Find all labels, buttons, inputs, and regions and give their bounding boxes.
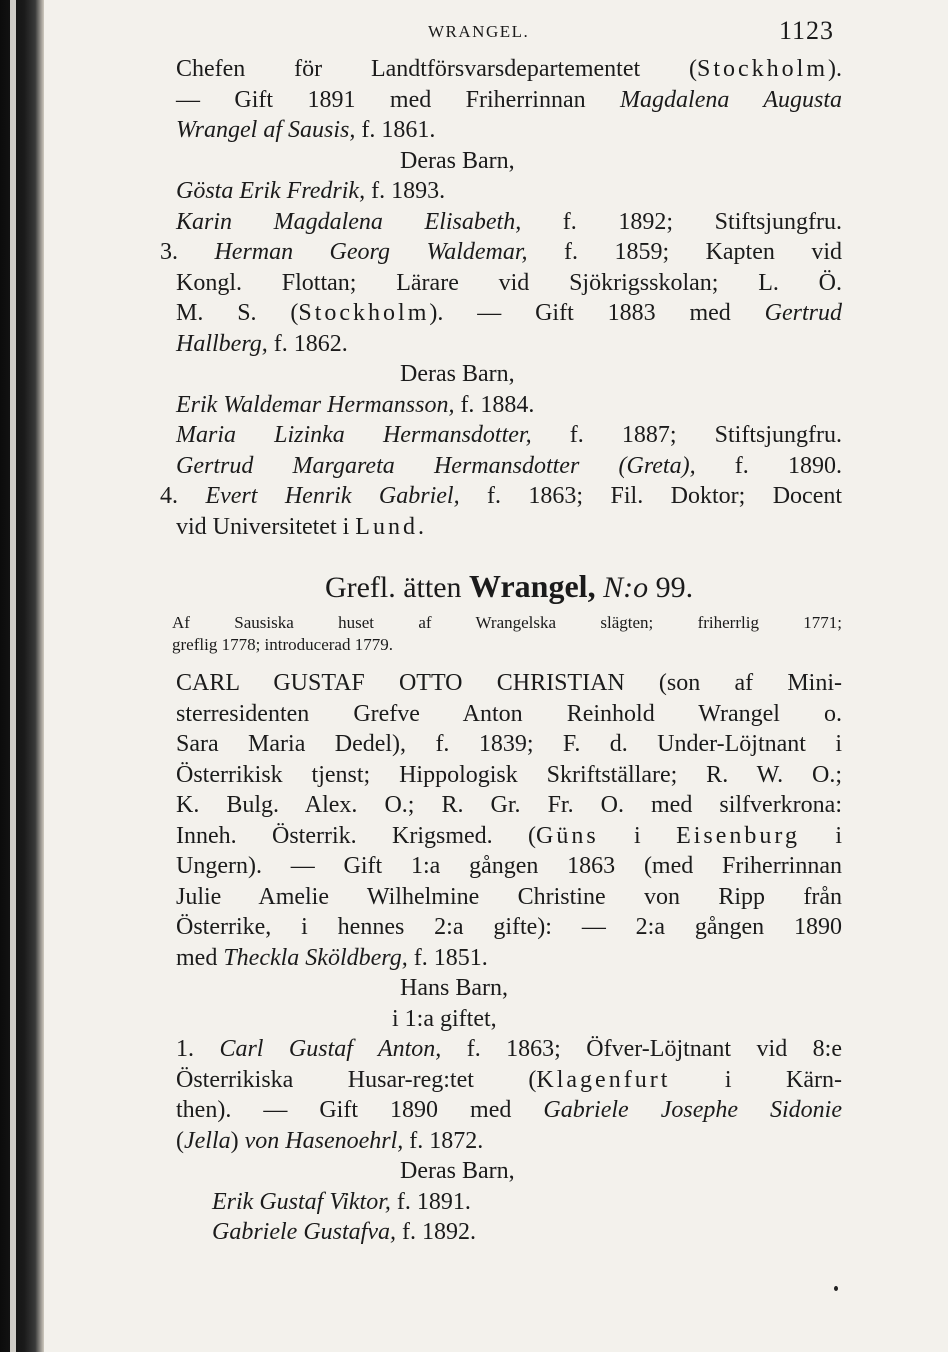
text-line — [172, 634, 842, 656]
text-line — [392, 1004, 842, 1035]
text-segment: f. 1862. — [267, 330, 348, 357]
italic-name: Gertrud Margareta Hermansdotter (Greta), — [176, 452, 696, 479]
italic-name: Gertrud — [764, 300, 842, 326]
text-segment: ( — [176, 1127, 184, 1154]
text-line — [176, 790, 842, 821]
text-line — [176, 420, 842, 451]
text-line — [400, 146, 842, 177]
text-line — [176, 668, 842, 699]
text-line — [176, 821, 842, 852]
heading-prefix: Grefl. ätten — [324, 571, 462, 604]
text-segment: i — [799, 822, 842, 849]
text-line — [160, 237, 842, 268]
text-line — [176, 760, 842, 791]
text-segment: Österrikiska Husar-reg:tet ( — [176, 1066, 537, 1093]
italic-name: Herman Georg Waldemar, — [214, 239, 528, 265]
text-segment: then). — Gift 1890 med — [176, 1097, 544, 1123]
text-segment: greflig 1778; introducerad 1779. — [172, 635, 393, 654]
text-line — [176, 85, 842, 116]
text-line — [176, 699, 842, 730]
text-line — [160, 481, 842, 512]
text-line — [176, 729, 842, 760]
italic-name: Gabriele Gustafva, — [212, 1219, 396, 1245]
text-segment: f. 1891. — [390, 1188, 471, 1215]
text-line — [176, 329, 842, 360]
italic-name: Gabriele Josephe Sidonie — [543, 1097, 842, 1123]
text-segment: Österrikisk tjenst; Hippologisk Skriftställare; R. W. O.; — [176, 761, 842, 788]
text-line — [176, 268, 842, 299]
text-line — [176, 298, 842, 329]
spaced-place-name: Stockholm — [696, 56, 828, 82]
italic-name: von Hasenoehrl, — [244, 1127, 404, 1154]
text-line — [400, 1156, 842, 1187]
text-segment: ) — [230, 1127, 245, 1154]
text-segment: f. 1851. — [407, 944, 488, 971]
text-segment: f. 1859; Kapten vid — [527, 239, 842, 265]
text-segment: f. 1893. — [365, 178, 446, 204]
italic-name: Jella — [184, 1127, 231, 1154]
text-line — [176, 882, 842, 913]
heading-number-label: N:o — [603, 571, 649, 604]
running-head: WRANGEL. — [428, 22, 530, 41]
text-segment: K. Bulg. Alex. O.; R. Gr. Fr. O. med silfverkrona: — [176, 792, 842, 818]
text-segment: 3. — [160, 239, 215, 265]
entry-block-upper — [160, 54, 843, 542]
book-spine-stripe — [10, 0, 16, 1352]
italic-name: Evert Henrik Gabriel, — [205, 483, 460, 509]
text-segment: f. 1863; Öfver-Löjtnant vid 8:e — [441, 1036, 842, 1062]
text-line — [176, 176, 842, 207]
text-line — [176, 1065, 842, 1096]
italic-name: Magdalena Augusta — [620, 86, 842, 113]
text-segment: i — [598, 822, 677, 849]
italic-name: Theckla Sköldberg, — [223, 944, 408, 971]
text-segment: Hans Barn, — [400, 975, 508, 1001]
text-segment: f. 1863; Fil. Doktor; Docent — [459, 483, 843, 509]
text-segment: Österrike, i hennes 2:a gifte): — 2:a gången 1890 — [176, 914, 842, 940]
italic-name: Hallberg, — [176, 330, 268, 357]
spaced-place-name: Klagenfurt — [536, 1066, 671, 1093]
text-segment: f. 1892; Stiftsjungfru. — [521, 208, 843, 235]
italic-name: Carl Gustaf Anton, — [219, 1036, 442, 1062]
text-line — [176, 451, 842, 482]
text-line — [400, 973, 842, 1004]
text-segment: i Kärn- — [670, 1066, 842, 1093]
text-segment: Sara Maria Dedel), f. 1839; F. d. Under-Löjtnant i — [176, 731, 842, 757]
text-line — [176, 1126, 842, 1157]
spaced-place-name: Güns — [536, 822, 599, 849]
heading-family-name: Wrangel, — [469, 568, 596, 604]
text-line — [176, 851, 842, 882]
spaced-place-name: Eisenburg — [676, 822, 800, 849]
text-segment: f. 1861. — [355, 117, 436, 143]
text-segment: 4. — [160, 483, 206, 509]
text-segment: Deras Barn, — [400, 1158, 515, 1184]
italic-name: Karin Magdalena Elisabeth, — [176, 208, 522, 235]
text-line — [176, 512, 842, 543]
text-segment: f. 1884. — [454, 391, 535, 418]
text-segment: Ungern). — Gift 1:a gången 1863 (med Friherrinnan — [176, 853, 842, 879]
text-segment: Inneh. Österrik. Krigsmed. ( — [176, 822, 537, 849]
text-segment: 1. — [176, 1036, 220, 1062]
print-speck — [834, 1286, 838, 1291]
text-line — [212, 1187, 842, 1218]
text-segment: Chefen för Landtförsvarsdepartementet ( — [176, 56, 697, 82]
page-header — [176, 14, 842, 54]
text-segment: i 1:a giftet, — [392, 1005, 497, 1032]
text-line — [400, 359, 842, 390]
text-line — [176, 390, 842, 421]
entry-block-lower — [176, 668, 842, 1248]
text-line — [176, 115, 842, 146]
section-intro — [172, 612, 842, 656]
text-line — [176, 207, 842, 238]
text-segment: ). — Gift 1883 med — [429, 300, 765, 326]
text-segment: f. 1890. — [695, 452, 843, 479]
text-segment: f. 1872. — [403, 1127, 484, 1154]
text-segment: Kongl. Flottan; Lärare vid Sjökrigsskolan; L. Ö. — [176, 269, 842, 296]
text-segment: — Gift 1891 med Friherrinnan — [176, 86, 621, 113]
spaced-place-name: Lund — [355, 513, 418, 540]
text-line — [176, 1095, 842, 1126]
text-segment: med — [176, 944, 224, 971]
text-segment: Deras Barn, — [400, 147, 515, 174]
text-segment: Julie Amelie Wilhelmine Christine von Ripp från — [176, 883, 842, 910]
text-line — [172, 612, 842, 634]
text-segment: f. 1892. — [395, 1219, 476, 1245]
text-segment: . — [417, 513, 424, 540]
italic-name: Wrangel af Sausis, — [176, 117, 356, 143]
italic-name: Gösta Erik Fredrik, — [176, 178, 366, 204]
heading-number: 99. — [655, 571, 694, 604]
text-line — [176, 54, 842, 85]
italic-name: Erik Waldemar Hermansson, — [176, 391, 455, 418]
spaced-place-name: Stockholm — [298, 300, 430, 326]
text-line — [176, 1034, 842, 1065]
text-segment: Deras Barn, — [400, 361, 515, 387]
italic-name: Maria Lizinka Hermansdotter, — [176, 422, 532, 448]
book-page — [160, 14, 843, 1248]
text-segment: CARL GUSTAF OTTO CHRISTIAN (son af Mini- — [176, 670, 842, 696]
text-segment: vid Universitetet i — [176, 513, 356, 540]
italic-name: Erik Gustaf Viktor, — [212, 1188, 391, 1215]
book-spine-shadow — [0, 0, 44, 1352]
text-segment: ). — [828, 56, 842, 82]
text-segment: sterresidenten Grefve Anton Reinhold Wrangel o. — [176, 700, 842, 727]
text-segment: f. 1887; Stiftsjungfru. — [531, 422, 842, 448]
text-segment: Af Sausiska huset af Wrangelska slägten; friherrlig 1771; — [172, 613, 842, 632]
text-segment: M. S. ( — [176, 300, 299, 326]
text-line — [176, 912, 842, 943]
page-number: 1123 — [778, 16, 834, 45]
text-line — [212, 1217, 842, 1248]
text-line — [176, 943, 842, 974]
section-heading — [176, 566, 842, 606]
